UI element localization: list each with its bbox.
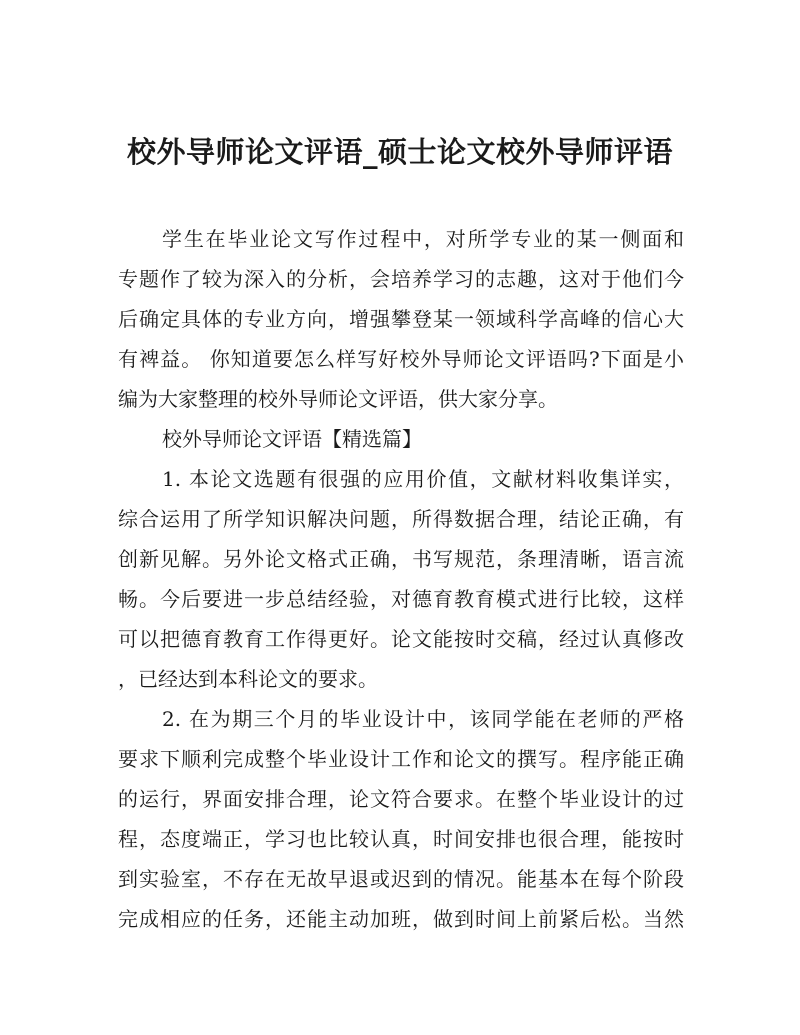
text-line: 创新见解。另外论文格式正确，书写规范，条理清晰，语言流 (118, 547, 684, 571)
text-line: 完成相应的任务，还能主动加班，做到时间上前紧后松。当然 (118, 907, 684, 931)
text-line: ，已经达到本科论文的要求。 (118, 667, 378, 691)
text-line: 的运行，界面安排合理，论文符合要求。在整个毕业设计的过 (118, 787, 684, 811)
paragraph-intro (118, 219, 684, 419)
document-title: 校外导师论文评语_硕士论文校外导师评语 (126, 135, 673, 169)
text-line: 2. 在为期三个月的毕业设计中，该同学能在老师的严格 (162, 707, 684, 731)
text-line: 要求下顺利完成整个毕业设计工作和论文的撰写。程序能正确 (118, 747, 684, 771)
text-line: 到实验室，不存在无故早退或迟到的情况。能基本在每个阶段 (118, 867, 684, 891)
text-line: 综合运用了所学知识解决问题，所得数据合理，结论正确，有 (118, 507, 684, 531)
text-line: 有裨益。 你知道要怎么样写好校外导师论文评语吗?下面是小 (118, 347, 684, 371)
text-line: 1. 本论文选题有很强的应用价值，文献材料收集详实， (162, 467, 684, 491)
text-line: 可以把德育教育工作得更好。论文能按时交稿，经过认真修改 (118, 627, 684, 651)
section-heading: 校外导师论文评语【精选篇】 (162, 427, 422, 451)
section-heading-paragraph (118, 419, 684, 459)
text-line: 编为大家整理的校外导师论文评语，供大家分享。 (118, 387, 558, 411)
text-line: 后确定具体的专业方向，增强攀登某一领域科学高峰的信心大 (118, 307, 684, 331)
paragraph-comment-2 (118, 699, 684, 939)
text-line: 畅。今后要进一步总结经验，对德育教育模式进行比较，这样 (118, 587, 684, 611)
document-body (118, 219, 684, 939)
text-line: 程，态度端正，学习也比较认真，时间安排也很合理，能按时 (118, 827, 684, 851)
text-line: 学生在毕业论文写作过程中，对所学专业的某一侧面和 (162, 227, 684, 251)
text-line: 专题作了较为深入的分析，会培养学习的志趣，这对于他们今 (118, 267, 684, 291)
paragraph-comment-1 (118, 459, 684, 699)
